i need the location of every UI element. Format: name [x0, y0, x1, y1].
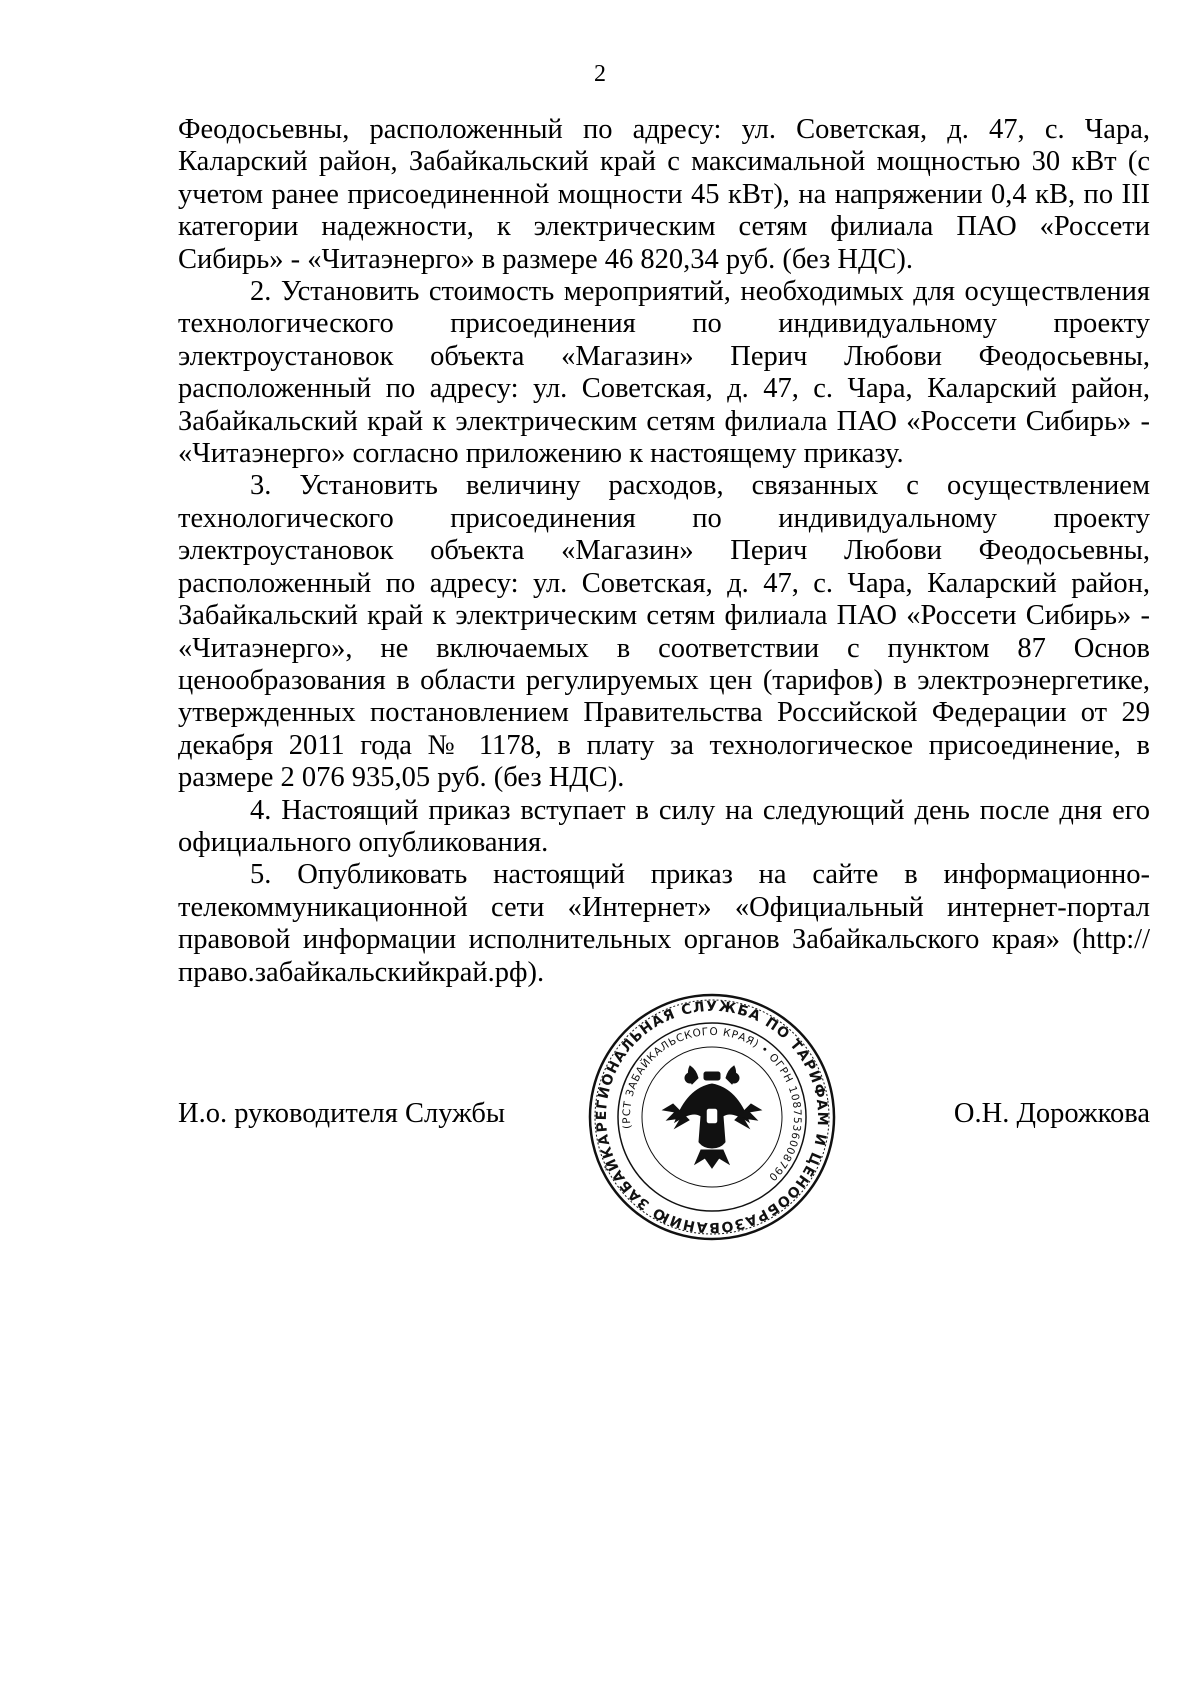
signatory-name: О.Н. Дорожкова [953, 1098, 1150, 1129]
official-seal [587, 992, 837, 1242]
paragraph-item-2: 2. Установить стоимость мероприятий, необходимых для осуществления технологического присоединения по индивидуальному проекту электроустановок объекта «Магазин» Перич Любови Феодосьевны, расположенный по адресу: ул. Советская, д. 47, с. Чара, Каларский район, Забайкальский край к электрическим сетям филиала ПАО «Россети Сибирь» - «Читаэнерго» согласно приложению к настоящему приказу. [178, 276, 1150, 470]
page-number: 2 [594, 61, 606, 87]
eagle-emblem-icon [663, 1066, 761, 1168]
paragraph-item-3: 3. Установить величину расходов, связанных с осуществлением технологического присоединения по индивидуальному проекту электроустановок объекта «Магазин» Перич Любови Феодосьевны, расположенный по адресу: ул. Советская, д. 47, с. Чара, Каларский район, Забайкальский край к электрическим сетям филиала ПАО «Россети Сибирь» - «Читаэнерго», не включаемых в соответствии с пунктом 87 Основ ценообразования в области регулируемых цен (тарифов) в электроэнергетике, утвержденных постановлением Правительства Российской Федерации от 29 декабря 2011 года № 1178, в плату за технологическое присоединение, в размере 2 076 935,05 руб. (без НДС). [178, 470, 1150, 794]
paragraph-continuation: Феодосьевны, расположенный по адресу: ул. Советская, д. 47, с. Чара, Каларский район, Забайкальский край с максимальной мощностью 30 кВт (с учетом ранее присоединенной мощности 45 кВт), на напряжении 0,4 кВ, по III категории надежности, к электрическим сетям филиала ПАО «Россети Сибирь» - «Читаэнерго» в размере 46 820,34 руб. (без НДС). [178, 114, 1150, 275]
seal-ring-text: РЕГИОНАЛЬНАЯ СЛУЖБА ПО ТАРИФАМ И ЦЕНООБРАЗОВАНИЮ ЗАБАЙКАЛЬСКОГО [593, 998, 831, 1236]
signatory-title: И.о. руководителя Службы [178, 1098, 506, 1129]
paragraph-item-4: 4. Настоящий приказ вступает в силу на следующий день после дня его официального опубликования. [178, 794, 1150, 858]
seal-inner-text: (РСТ ЗАБАЙКАЛЬСКОГО КРАЯ) • ОГРН 1087536008790 [620, 1025, 804, 1184]
document-body [178, 114, 1150, 989]
paragraph-item-5: 5. Опубликовать настоящий приказ на сайте в информационно-телекоммуникационной сети «Интернет» «Официальный интернет-портал правовой информации исполнительных органов Забайкальского края» (http://право.забайкальскийкрай.рф). [178, 859, 1150, 988]
